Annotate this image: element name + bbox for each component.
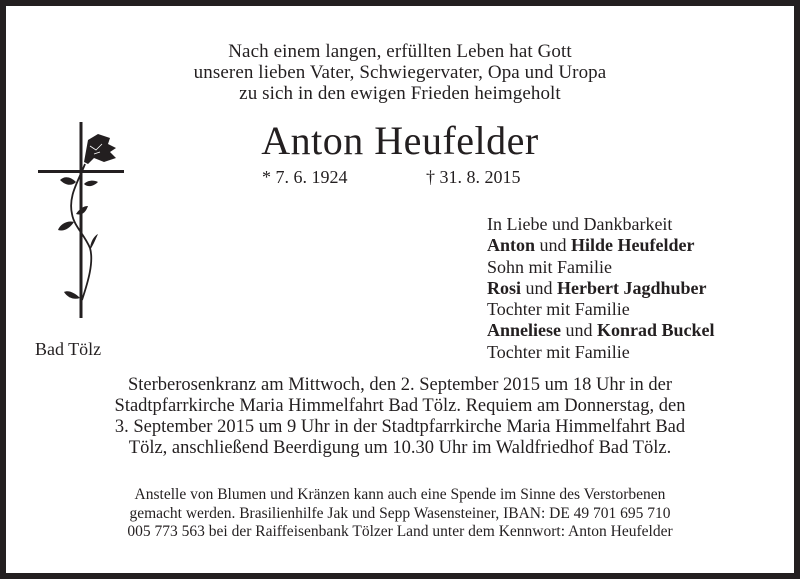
mourner-second-name: Hilde Heufelder (571, 235, 695, 256)
intro-text (6, 41, 794, 104)
intro-line: unseren lieben Vater, Schwiegervater, Opa und Uropa (193, 62, 607, 83)
mourner-relation: Tochter mit Familie (487, 299, 630, 320)
mourner-relation: Sohn mit Familie (487, 256, 613, 277)
mourners-list (487, 214, 715, 363)
mourner-second-name: Konrad Buckel (597, 320, 715, 341)
donation-line: Anstelle von Blumen und Kränzen kann auch eine Spende im Sinne des Verstorbenen (134, 486, 666, 503)
mourner-joiner: und (565, 320, 593, 341)
place-name: Bad Tölz (35, 339, 102, 359)
cross-with-rose-icon (32, 122, 132, 322)
donation-note (6, 486, 794, 542)
mourner-first-name: Anneliese (487, 320, 561, 341)
mourner-family (487, 235, 715, 256)
service-line: Sterberosenkranz am Mittwoch, den 2. September 2015 um 18 Uhr in der (127, 375, 673, 395)
service-line: 3. September 2015 um 9 Uhr in der Stadtpfarrkirche Maria Himmelfahrt Bad (114, 417, 686, 437)
intro-line: zu sich in den ewigen Frieden heimgeholt (239, 83, 561, 104)
donation-line: gemacht werden. Brasilienhilfe Jak und Sepp Wasensteiner, IBAN: DE 49 701 695 710 (129, 504, 671, 522)
mourners-intro: In Liebe und Dankbarkeit (487, 214, 673, 234)
birth-date: * 7. 6. 1924 (262, 167, 348, 187)
mourner-second-name: Herbert Jagdhuber (557, 277, 707, 298)
service-line: Tölz, anschließend Beerdigung um 10.30 Uhr im Waldfriedhof Bad Tölz. (128, 438, 672, 458)
death-date: † 31. 8. 2015 (426, 167, 521, 187)
mourner-family (487, 278, 715, 299)
mourner-first-name: Anton (487, 235, 536, 256)
donation-line: 005 773 563 bei der Raiffeisenbank Tölzer Land unter dem Kennwort: Anton Heufelder (127, 523, 673, 540)
deceased-name: Anton Heufelder (261, 118, 539, 163)
service-line: Stadtpfarrkirche Maria Himmelfahrt Bad Tölz. Requiem am Donnerstag, den (114, 396, 686, 416)
service-details (6, 375, 794, 459)
mourner-first-name: Rosi (487, 277, 522, 298)
intro-line: Nach einem langen, erfüllten Leben hat Gott (228, 41, 572, 62)
mourner-joiner: und (525, 277, 553, 298)
mourner-joiner: und (539, 235, 567, 256)
obituary-notice (6, 6, 794, 573)
mourner-relation: Tochter mit Familie (487, 341, 630, 362)
mourner-family (487, 320, 715, 341)
